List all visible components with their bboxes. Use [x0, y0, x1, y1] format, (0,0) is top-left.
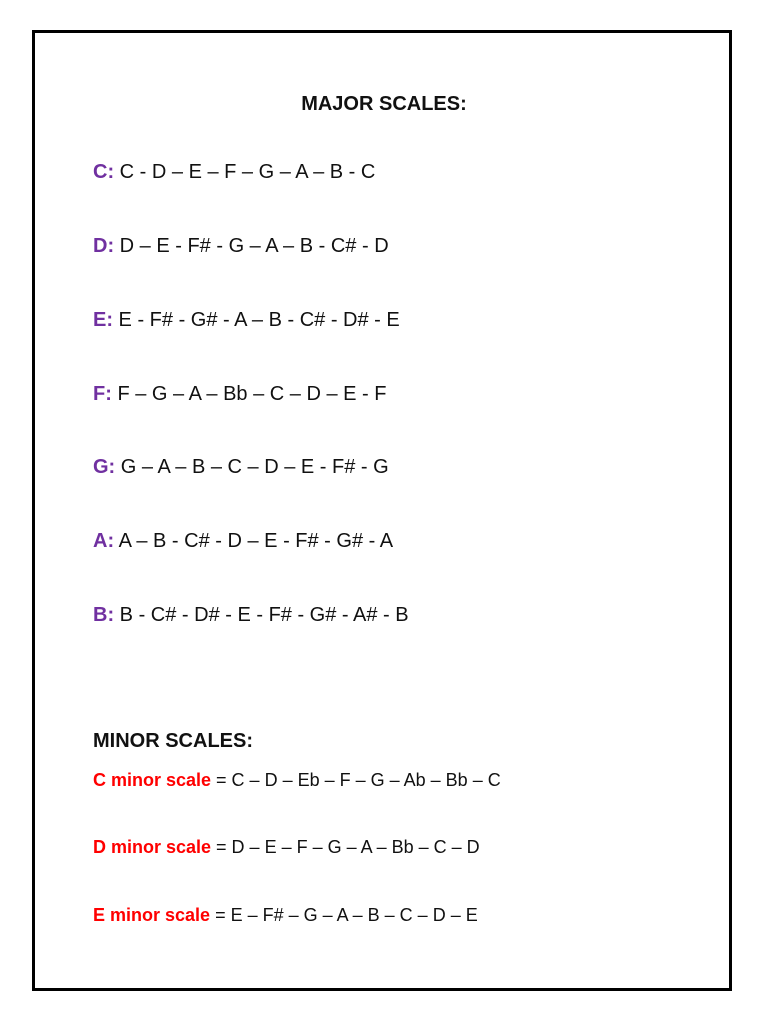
major-scales-heading: MAJOR SCALES:: [301, 93, 467, 115]
minor-scale-notes: = E – F# – G – A – B – C – D – E: [210, 905, 478, 925]
major-scale-c: [93, 159, 375, 185]
major-scale-notes: E - F# - G# - A – B - C# - D# - E: [113, 309, 400, 331]
major-scale-notes: G – A – B – C – D – E - F# - G: [115, 456, 389, 478]
minor-scale-key: E minor scale: [93, 905, 211, 925]
major-scale-notes: B - C# - D# - E - F# - G# - A# - B: [114, 604, 409, 626]
major-scale-key: G:: [93, 456, 116, 478]
major-scale-notes: D – E - F# - G – A – B - C# - D: [114, 235, 389, 257]
major-scale-b: [93, 602, 409, 628]
minor-scale-notes: = C – D – Eb – F – G – Ab – Bb – C: [211, 770, 501, 790]
minor-scale-key: D minor scale: [93, 837, 212, 857]
major-scale-key: C:: [93, 161, 115, 183]
minor-scale-e: [93, 903, 478, 927]
minor-scale-c: [93, 768, 501, 792]
major-scale-notes: C - D – E – F – G – A – B - C: [114, 161, 376, 183]
major-scale-key: D:: [93, 235, 115, 257]
minor-scale-notes: = D – E – F – G – A – Bb – C – D: [211, 837, 480, 857]
major-scale-f: [93, 381, 386, 407]
major-scale-a: [93, 528, 393, 554]
major-scale-e: [93, 307, 400, 333]
major-scale-key: E:: [93, 309, 113, 331]
major-scale-notes: A – B - C# - D – E - F# - G# - A: [114, 530, 394, 552]
major-scale-g: [93, 454, 389, 480]
major-scale-d: [93, 233, 389, 259]
minor-scale-d: [93, 835, 480, 859]
major-scale-key: A:: [93, 530, 115, 552]
major-scale-notes: F – G – A – Bb – C – D – E - F: [111, 383, 387, 405]
minor-scales-heading: MINOR SCALES:: [93, 730, 253, 752]
minor-scale-key: C minor scale: [93, 770, 212, 790]
major-scale-key: B:: [93, 604, 115, 626]
major-scale-key: F:: [93, 383, 112, 405]
